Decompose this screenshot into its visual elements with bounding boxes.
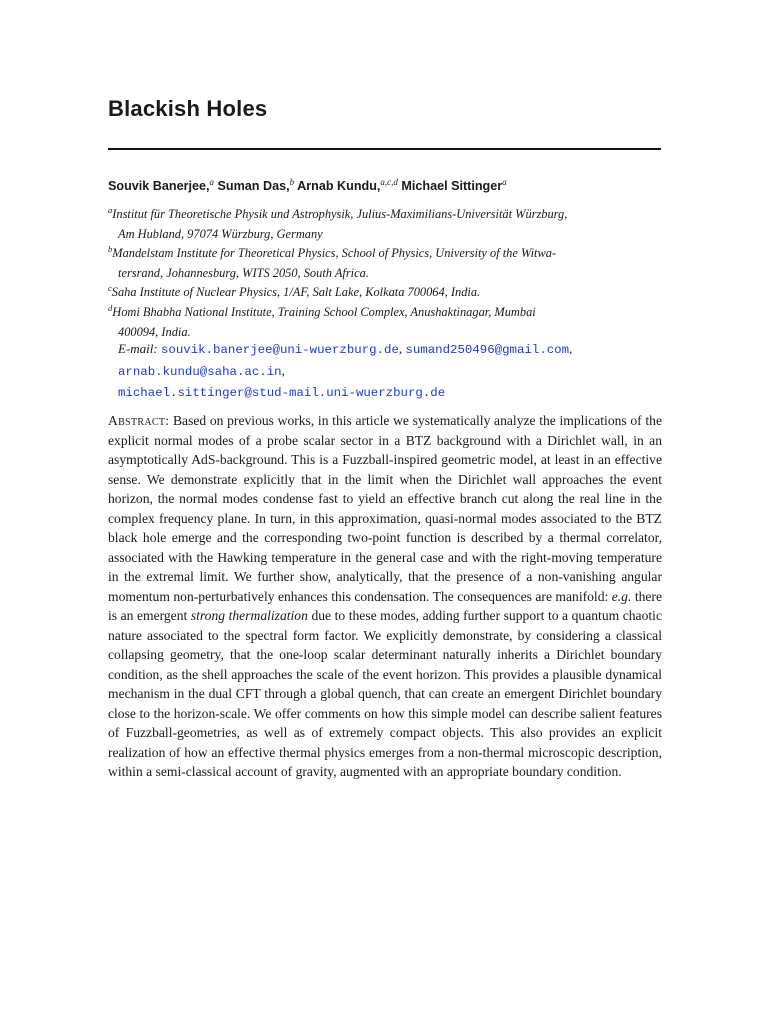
affiliation-text: 400094, India. bbox=[118, 324, 191, 339]
author-name: Arnab Kundu, bbox=[297, 179, 381, 194]
abstract-emphasis: e.g. bbox=[611, 588, 632, 604]
abstract bbox=[108, 411, 662, 782]
author-affil-mark: a bbox=[209, 177, 214, 187]
affiliation-mark: a bbox=[108, 205, 113, 215]
affiliation-a bbox=[108, 201, 662, 244]
author-name: Souvik Banerjee, bbox=[108, 179, 210, 194]
abstract-text: due to these modes, adding further support to a quantum chaotic nature associated to the spectral form factor. We explicitly demonstrate, by considering a classical collapsing geometry, that the one-loop scalar determinant naturally inherits a Dirichlet boundary condition, as the shell approaches the scale of the event horizon. This provides a plausible dynamical mechanism in the dual CFT through a global quench, that can create an emergent Dirichlet boundary close to the horizon-scale. We offer comments on how this simple model can describe salient features of Fuzzball-geometries, as well as of extremely compact objects. This also provides an explicit realization of how an effective thermal physics emerges from a non-thermal microscopic description, within a semi-classical account of gravity, augmented with an appropriate boundary condition. bbox=[108, 608, 662, 779]
affiliation-text: Saha Institute of Nuclear Physics, 1/AF, Salt Lake, Kolkata 700064, India. bbox=[111, 285, 481, 300]
paper-title: Blackish Holes bbox=[108, 96, 268, 121]
affiliation-text: Homi Bhabha National Institute, Training School Complex, Anushaktinagar, Mumbai bbox=[112, 305, 536, 320]
abstract-heading: Abstract: bbox=[108, 413, 170, 428]
email-link[interactable]: souvik.banerjee@uni-wuerzburg.de bbox=[160, 343, 399, 357]
email-block: E-mail: souvik.banerjee@uni-wuerzburg.de, sumand250496@gmail.com, arnab.kundu@saha.ac.in, michael.sittinger@stud-mail.uni-wuerzburg.de bbox=[118, 341, 573, 400]
author-name: Michael Sittinger bbox=[401, 179, 503, 194]
affiliation-mark: d bbox=[108, 303, 113, 313]
title-rule bbox=[108, 148, 661, 150]
author-affil-mark: b bbox=[289, 177, 295, 187]
affiliation-text: Mandelstam Institute for Theoretical Physics, School of Physics, University of the Witwa- bbox=[112, 246, 557, 261]
abstract-text: Based on previous works, in this article we systematically analyze the implications of the explicit normal modes of a probe scalar sector in a BTZ background with a Dirichlet wall, in an asymptotically AdS-background. This is a Fuzzball-inspired geometric model, at least in an effective sense. We demonstrate explicitly that in the limit when the Dirichlet wall approaches the event horizon, the normal modes condense fast to yield an effective branch cut along the real line in the complex frequency plane. In turn, in this approximation, quasi-normal modes associated to the BTZ black hole emerge and the corresponding two-point function is described by a thermal correlator, associated with the Hawking temperature in the general case and with the right-moving temperature in the extremal limit. We further show, analytically, that the presence of a non-vanishing angular momentum non-perturbatively enhances this condensation. The consequences are manifold: bbox=[108, 413, 662, 604]
email-link[interactable]: michael.sittinger@stud-mail.uni-wuerzburg.de bbox=[118, 386, 446, 400]
author-list bbox=[108, 177, 507, 193]
author-affil-mark: a,c,d bbox=[380, 177, 398, 187]
affiliation-mark: b bbox=[108, 244, 113, 254]
affiliation-text: Am Hubland, 97074 Würzburg, Germany bbox=[118, 226, 323, 241]
abstract-text: there is an emergent bbox=[108, 588, 662, 623]
affiliation-b bbox=[108, 240, 662, 283]
abstract-emphasis: strong thermalization bbox=[190, 608, 308, 623]
email-label: E-mail: bbox=[118, 341, 158, 356]
affiliation-text: Institut für Theoretische Physik und Astrophysik, Julius-Maximilians-Universität Würzburg, bbox=[112, 207, 568, 222]
email-link[interactable]: sumand250496@gmail.com bbox=[405, 343, 570, 357]
author-name: Suman Das, bbox=[217, 179, 290, 194]
email-link[interactable]: arnab.kundu@saha.ac.in bbox=[118, 364, 282, 379]
affiliation-text: tersrand, Johannesburg, WITS 2050, South Africa. bbox=[118, 265, 369, 280]
affiliation-d bbox=[108, 299, 662, 342]
affiliation-mark: c bbox=[108, 283, 112, 293]
author-affil-mark: a bbox=[502, 177, 507, 187]
